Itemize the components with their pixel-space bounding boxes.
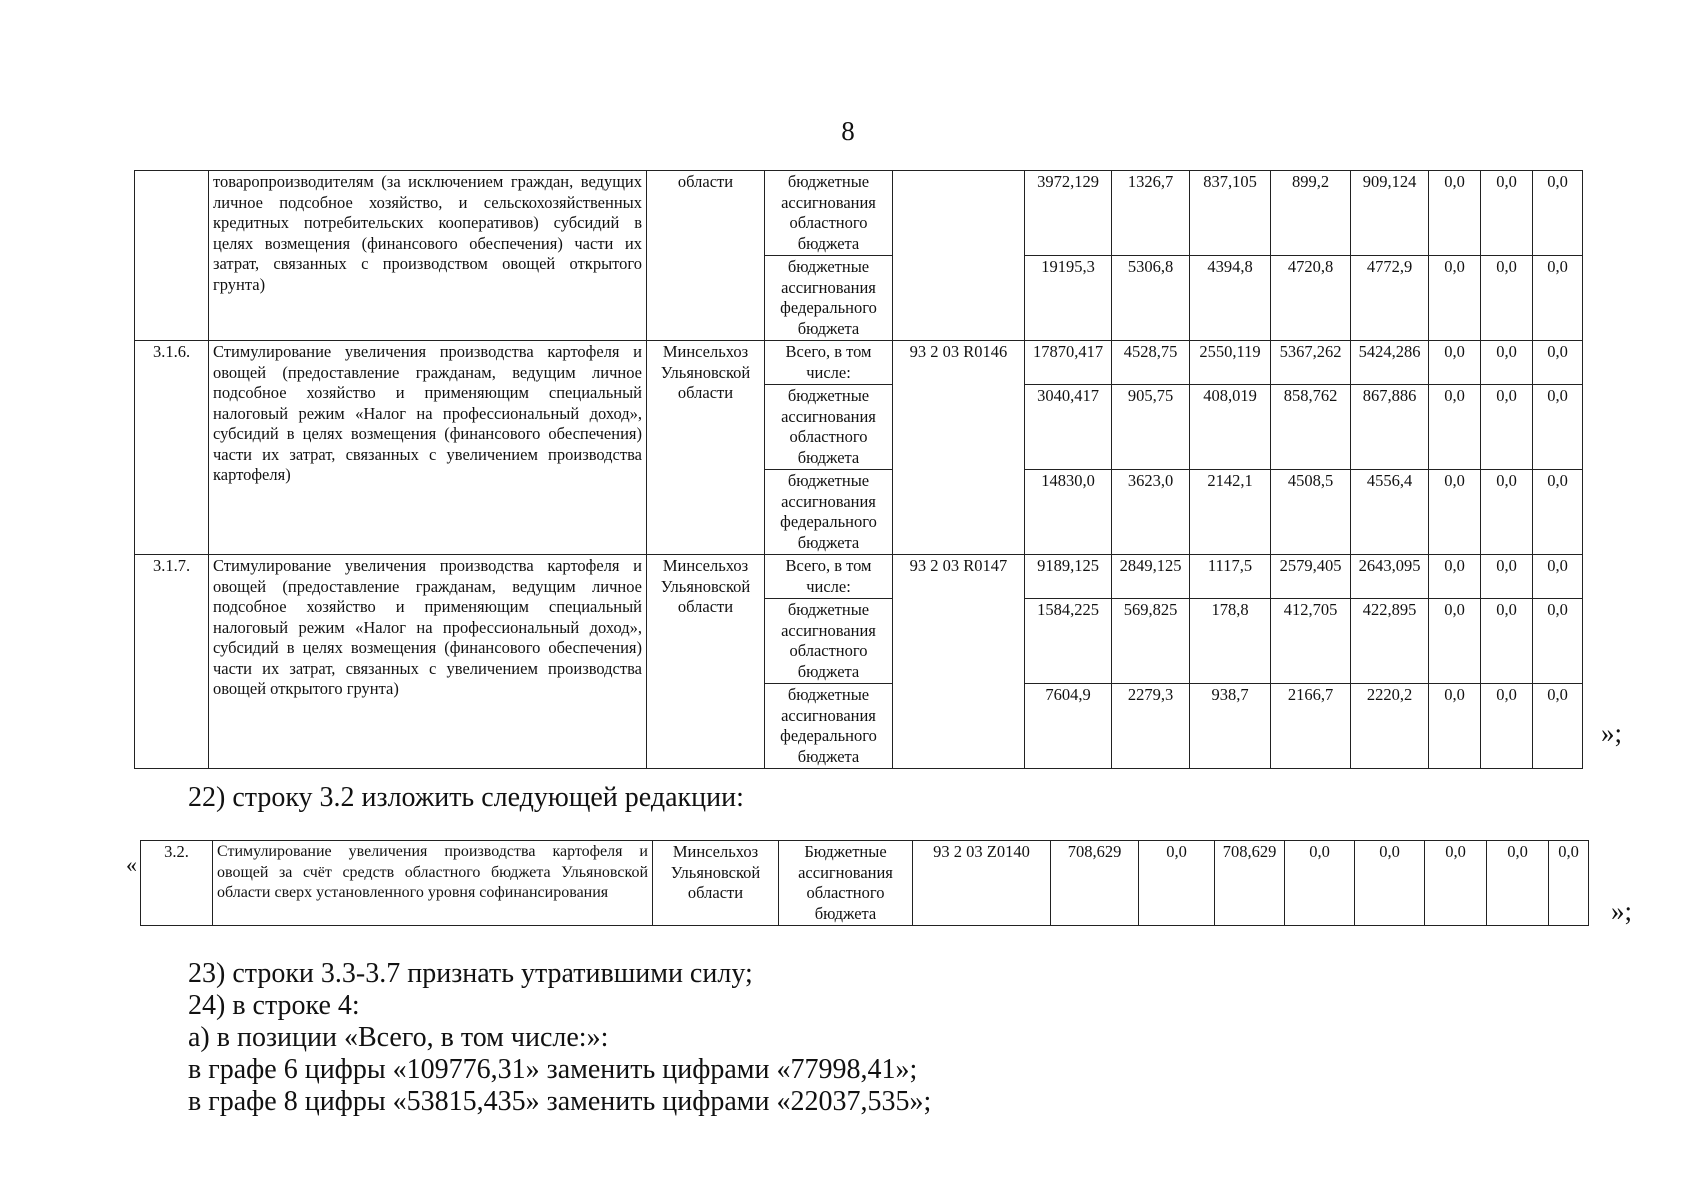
funding-source: Всего, в том числе: (765, 555, 893, 599)
value-cell: 2550,119 (1190, 341, 1271, 385)
row-number: 3.2. (141, 841, 213, 926)
value-cell: 899,2 (1271, 171, 1351, 256)
value-cell: 0,0 (1285, 841, 1355, 926)
table-row (141, 841, 1589, 926)
value-cell: 0,0 (1429, 385, 1481, 470)
value-cell: 0,0 (1429, 599, 1481, 684)
row-description: Стимулирование увеличения производства картофеля и овощей (предоставление гражданам, ведущим личное подсобное хозяйство и применяющим специальный налоговый режим «Налог на профессиональный доход», субсидий в целях возмещения (финансового обеспечения) части их затрат, связанных с увеличением производства картофеля) (209, 341, 647, 555)
value-cell: 0,0 (1533, 341, 1583, 385)
value-cell: 938,7 (1190, 684, 1271, 769)
value-cell: 708,629 (1051, 841, 1139, 926)
value-cell: 0,0 (1429, 256, 1481, 341)
value-cell: 0,0 (1481, 385, 1533, 470)
value-cell: 2142,1 (1190, 470, 1271, 555)
row-source: Бюджетные ассигнования областного бюджета (779, 841, 913, 926)
value-cell: 5367,262 (1271, 341, 1351, 385)
closing-quote: »; (1601, 718, 1623, 748)
value-cell: 0,0 (1487, 841, 1549, 926)
row-code (893, 171, 1025, 341)
value-cell: 9189,125 (1025, 555, 1112, 599)
value-cell: 178,8 (1190, 599, 1271, 684)
funding-source: бюджетные ассигнования федерального бюджета (765, 256, 893, 341)
funding-source: бюджетные ассигнования областного бюджета (765, 599, 893, 684)
value-cell: 4528,75 (1112, 341, 1190, 385)
table-row (135, 341, 1583, 385)
row-3-2-table (140, 840, 1589, 926)
value-cell: 2220,2 (1351, 684, 1429, 769)
value-cell: 1584,225 (1025, 599, 1112, 684)
value-cell: 0,0 (1429, 684, 1481, 769)
value-cell: 2166,7 (1271, 684, 1351, 769)
value-cell: 0,0 (1533, 555, 1583, 599)
value-cell: 0,0 (1549, 841, 1589, 926)
row-code: 93 2 03 Z0140 (913, 841, 1051, 926)
value-cell: 0,0 (1533, 385, 1583, 470)
paragraph-24a: а) в позиции «Всего, в том числе:»: (188, 1022, 609, 1053)
value-cell: 569,825 (1112, 599, 1190, 684)
value-cell: 0,0 (1429, 470, 1481, 555)
value-cell: 0,0 (1481, 684, 1533, 769)
row-executor: Минсельхоз Ульяновской области (647, 341, 765, 555)
value-cell: 408,019 (1190, 385, 1271, 470)
value-cell: 0,0 (1481, 256, 1533, 341)
row-code: 93 2 03 R0146 (893, 341, 1025, 555)
value-cell: 905,75 (1112, 385, 1190, 470)
value-cell: 2643,095 (1351, 555, 1429, 599)
budget-table (134, 170, 1583, 769)
table-row (135, 171, 1583, 256)
row-code: 93 2 03 R0147 (893, 555, 1025, 769)
value-cell: 0,0 (1533, 599, 1583, 684)
value-cell: 2279,3 (1112, 684, 1190, 769)
table-row (135, 555, 1583, 599)
funding-source: бюджетные ассигнования федерального бюджета (765, 684, 893, 769)
value-cell: 0,0 (1481, 171, 1533, 256)
value-cell: 422,895 (1351, 599, 1429, 684)
opening-quote: « (126, 852, 137, 877)
funding-source: бюджетные ассигнования федерального бюджета (765, 470, 893, 555)
row-number: 3.1.6. (135, 341, 209, 555)
item-22-paragraph: 22) строку 3.2 изложить следующей редакции: (188, 782, 744, 813)
value-cell: 867,886 (1351, 385, 1429, 470)
row-executor: области (647, 171, 765, 341)
value-cell: 837,105 (1190, 171, 1271, 256)
value-cell: 5424,286 (1351, 341, 1429, 385)
value-cell: 0,0 (1425, 841, 1487, 926)
value-cell: 0,0 (1533, 684, 1583, 769)
paragraph-23: 23) строки 3.3-3.7 признать утратившими силу; (188, 958, 753, 989)
row-executor: Минсельхоз Ульяновской области (653, 841, 779, 926)
value-cell: 0,0 (1533, 470, 1583, 555)
value-cell: 0,0 (1481, 470, 1533, 555)
value-cell: 4772,9 (1351, 256, 1429, 341)
value-cell: 0,0 (1429, 171, 1481, 256)
value-cell: 0,0 (1429, 555, 1481, 599)
funding-source: Всего, в том числе: (765, 341, 893, 385)
value-cell: 4720,8 (1271, 256, 1351, 341)
value-cell: 0,0 (1481, 599, 1533, 684)
value-cell: 4508,5 (1271, 470, 1351, 555)
row-number (135, 171, 209, 341)
page-number: 8 (841, 116, 855, 146)
value-cell: 17870,417 (1025, 341, 1112, 385)
value-cell: 0,0 (1481, 555, 1533, 599)
funding-source: бюджетные ассигнования областного бюджета (765, 171, 893, 256)
value-cell: 909,124 (1351, 171, 1429, 256)
value-cell: 5306,8 (1112, 256, 1190, 341)
closing-quote-3-2: »; (1611, 896, 1633, 926)
value-cell: 2579,405 (1271, 555, 1351, 599)
row-executor: Минсельхоз Ульяновской области (647, 555, 765, 769)
value-cell: 7604,9 (1025, 684, 1112, 769)
paragraph-24: 24) в строке 4: (188, 990, 360, 1021)
row-description: Стимулирование увеличения производства картофеля и овощей за счёт средств областного бюджета Ульяновской области сверх установленного уровня софинансирования (213, 841, 653, 926)
value-cell: 708,629 (1215, 841, 1285, 926)
value-cell: 0,0 (1533, 256, 1583, 341)
value-cell: 1117,5 (1190, 555, 1271, 599)
value-cell: 0,0 (1355, 841, 1425, 926)
paragraph-column-6: в графе 6 цифры «109776,31» заменить цифрами «77998,41»; (188, 1054, 918, 1085)
value-cell: 412,705 (1271, 599, 1351, 684)
value-cell: 3623,0 (1112, 470, 1190, 555)
value-cell: 19195,3 (1025, 256, 1112, 341)
value-cell: 1326,7 (1112, 171, 1190, 256)
paragraph-column-8: в графе 8 цифры «53815,435» заменить цифрами «22037,535»; (188, 1086, 932, 1117)
row-description: товаропроизводителям (за исключением граждан, ведущих личное подсобное хозяйство, и сельскохозяйственных кредитных потребительских кооперативов) субсидий в целях возмещения (финансового обеспечения) части их затрат, связанных с производством овощей открытого грунта) (209, 171, 647, 341)
value-cell: 0,0 (1139, 841, 1215, 926)
funding-source: бюджетные ассигнования областного бюджета (765, 385, 893, 470)
row-description: Стимулирование увеличения производства картофеля и овощей (предоставление гражданам, ведущим личное подсобное хозяйство и применяющим специальный налоговый режим «Налог на профессиональный доход», субсидий в целях возмещения (финансового обеспечения) части их затрат, связанных с увеличением производства овощей открытого грунта) (209, 555, 647, 769)
row-number: 3.1.7. (135, 555, 209, 769)
value-cell: 4394,8 (1190, 256, 1271, 341)
value-cell: 0,0 (1429, 341, 1481, 385)
value-cell: 2849,125 (1112, 555, 1190, 599)
value-cell: 4556,4 (1351, 470, 1429, 555)
value-cell: 0,0 (1533, 171, 1583, 256)
value-cell: 0,0 (1481, 341, 1533, 385)
value-cell: 14830,0 (1025, 470, 1112, 555)
value-cell: 858,762 (1271, 385, 1351, 470)
value-cell: 3972,129 (1025, 171, 1112, 256)
value-cell: 3040,417 (1025, 385, 1112, 470)
